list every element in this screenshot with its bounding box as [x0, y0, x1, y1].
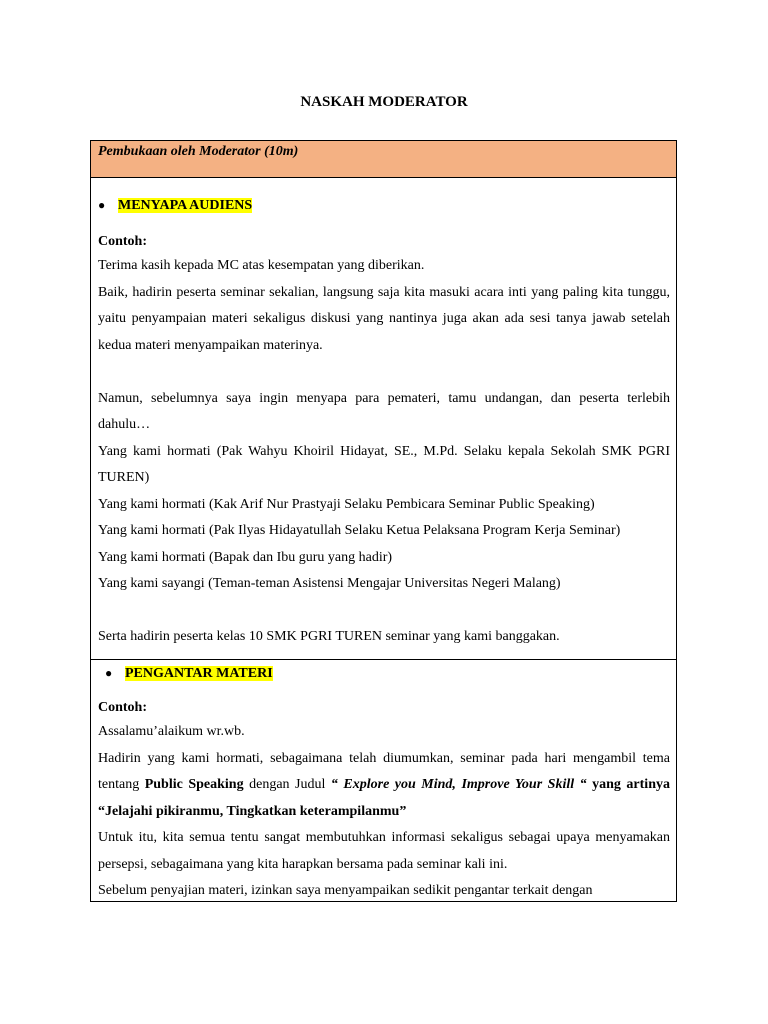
- section-heading-row: [105, 663, 273, 684]
- bullet-icon: ●: [98, 198, 106, 212]
- contoh-label: Contoh:: [98, 234, 148, 249]
- text-run: Hadirin yang kami hormati, sebagaimana telah diumumkan, seminar pada hari mengambil tema tentang: [98, 750, 670, 792]
- translation-bold: yang artinya “Jelajahi pikiranmu, Tingkatkan keterampilanmu”: [98, 777, 670, 819]
- moderator-script-table: [90, 140, 677, 902]
- section-heading-row: [98, 195, 252, 216]
- section-heading: MENYAPA AUDIENS: [118, 198, 253, 213]
- contoh-label: Contoh:: [98, 700, 148, 715]
- section-menyapa-audiens: [91, 178, 676, 660]
- paragraph: Assalamu’alaikum wr.wb.: [98, 724, 245, 739]
- paragraph: Yang kami hormati (Pak Ilyas Hidayatullah Selaku Ketua Pelaksana Program Kerja Seminar): [98, 523, 621, 538]
- paragraph: Namun, sebelumnya saya ingin menyapa para pemateri, tamu undangan, dan peserta terlebih dahulu…: [98, 390, 670, 432]
- section-heading: PENGANTAR MATERI: [125, 666, 273, 681]
- table-header-row: [91, 141, 676, 178]
- paragraph: Yang kami hormati (Kak Arif Nur Prastyaji Selaku Pembicara Seminar Public Speaking): [98, 496, 595, 512]
- paragraph: Sebelum penyajian materi, izinkan saya menyampaikan sedikit pengantar terkait dengan: [98, 883, 593, 898]
- paragraph: Yang kami sayangi (Teman-teman Asistensi Mengajar Universitas Negeri Malang): [98, 576, 561, 591]
- paragraph: Untuk itu, kita semua tentu sangat membutuhkan informasi sekaligus sebagai upaya menyamakan persepsi, sebagaimana yang kita harapkan bersama pada seminar kali ini.: [98, 830, 670, 872]
- paragraph: Baik, hadirin peserta seminar sekalian, langsung saja kita masuki acara inti yang paling kita tunggu, yaitu penyampaian materi sekaligus diskusi yang nantinya juga akan ada sesi tanya jawab setelah kedua materi menyampaikan materinya.: [98, 284, 670, 353]
- paragraph: Serta hadirin peserta kelas 10 SMK PGRI TUREN seminar yang kami banggakan.: [98, 629, 560, 644]
- paragraph-theme: [98, 746, 670, 826]
- section-pengantar-materi: [91, 660, 676, 902]
- paragraph: Yang kami hormati (Pak Wahyu Khoiril Hidayat, SE., M.Pd. Selaku kepala Sekolah SMK PGRI TUREN): [98, 443, 670, 485]
- paragraph: Yang kami hormati (Bapak dan Ibu guru yang hadir): [98, 549, 393, 565]
- topic-bold: Public Speaking: [144, 777, 244, 792]
- title-bold-italic: “ Explore you Mind, Improve Your Skill “: [330, 777, 587, 792]
- bullet-icon: ●: [105, 666, 113, 680]
- text-run: dengan Judul: [243, 777, 331, 792]
- page-title: NASKAH MODERATOR: [300, 94, 468, 110]
- table-header-text: Pembukaan oleh Moderator (10m): [98, 144, 299, 159]
- paragraph: Terima kasih kepada MC atas kesempatan yang diberikan.: [98, 258, 425, 273]
